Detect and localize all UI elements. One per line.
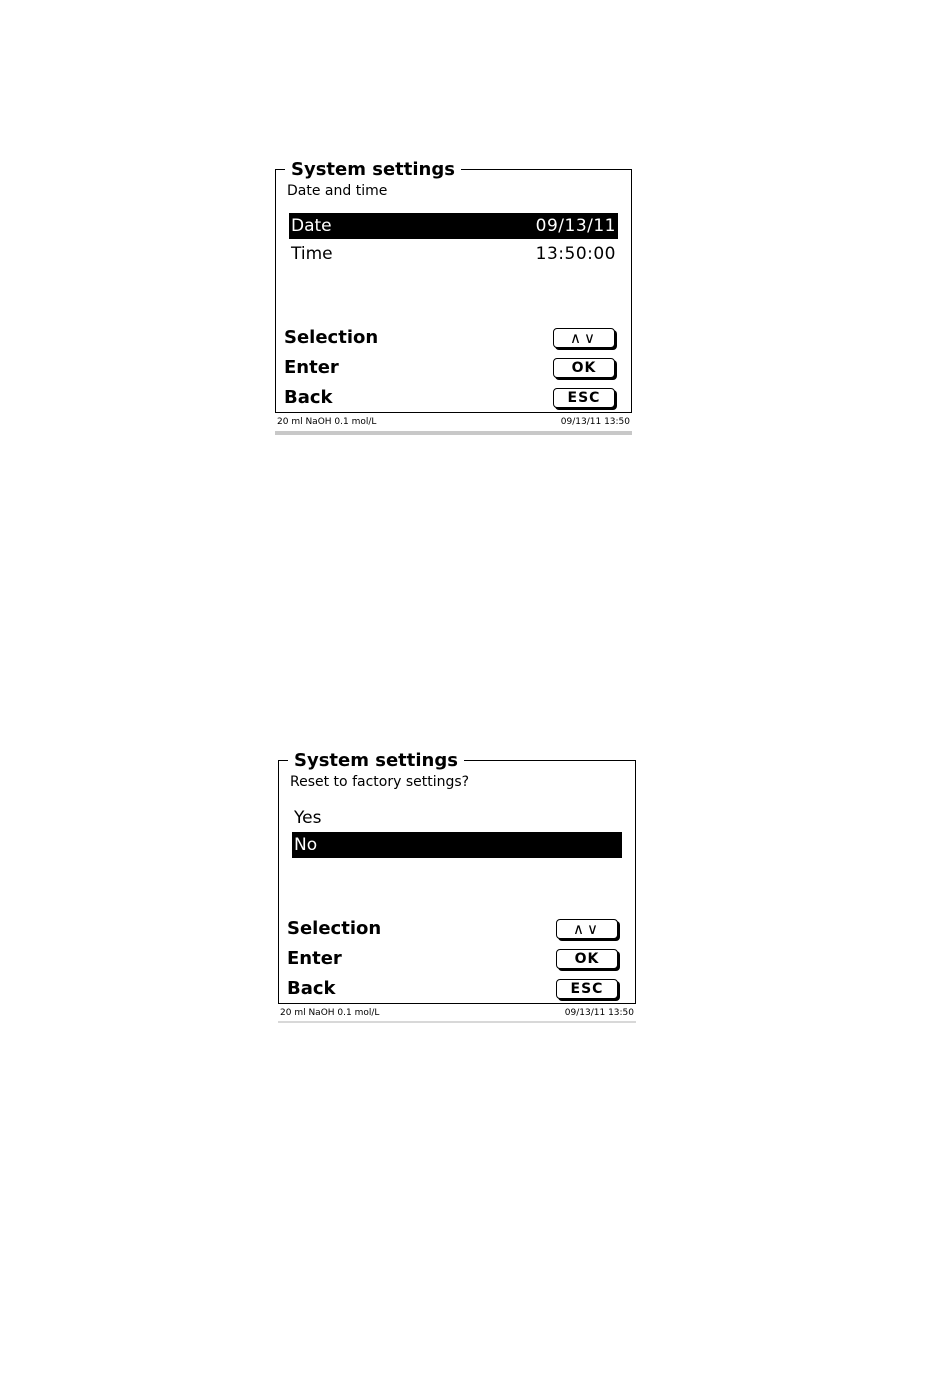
status-bar [275,415,632,429]
status-divider [275,431,632,435]
screen-title: System settings [285,161,461,179]
status-datetime: 09/13/11 13:50 [564,1008,634,1018]
menu-item-label: Date [291,216,332,236]
method-name: 20 ml NaOH 0.1 mol/L [280,1008,380,1018]
date-value: 09/13/11 [535,216,616,236]
time-value: 13:50:00 [535,244,616,264]
back-label: Back [287,978,336,999]
screen-title: System settings [288,752,464,770]
screen-subtitle: Reset to factory settings? [290,774,470,790]
option-label: Yes [294,808,322,828]
esc-key[interactable]: ESC [556,979,618,999]
selection-label: Selection [284,327,379,348]
enter-label: Enter [287,948,342,969]
up-down-key[interactable]: ∧∨ [553,328,615,348]
option-label: No [294,835,318,855]
status-bar [278,1006,636,1020]
ok-key[interactable]: OK [556,949,618,969]
screen-subtitle: Date and time [287,183,388,199]
back-label: Back [284,387,333,408]
option-no[interactable] [292,832,622,858]
enter-label: Enter [284,357,339,378]
ok-key[interactable]: OK [553,358,615,378]
menu-item-time[interactable] [289,241,618,267]
option-yes[interactable] [292,805,622,831]
selection-label: Selection [287,918,382,939]
status-datetime: 09/13/11 13:50 [560,417,630,427]
menu-item-date[interactable] [289,213,618,239]
status-divider [278,1021,636,1023]
esc-key[interactable]: ESC [553,388,615,408]
menu-item-label: Time [291,244,333,264]
method-name: 20 ml NaOH 0.1 mol/L [277,417,377,427]
up-down-key[interactable]: ∧∨ [556,919,618,939]
date-time-screen [275,159,632,435]
factory-reset-screen [278,750,636,1026]
